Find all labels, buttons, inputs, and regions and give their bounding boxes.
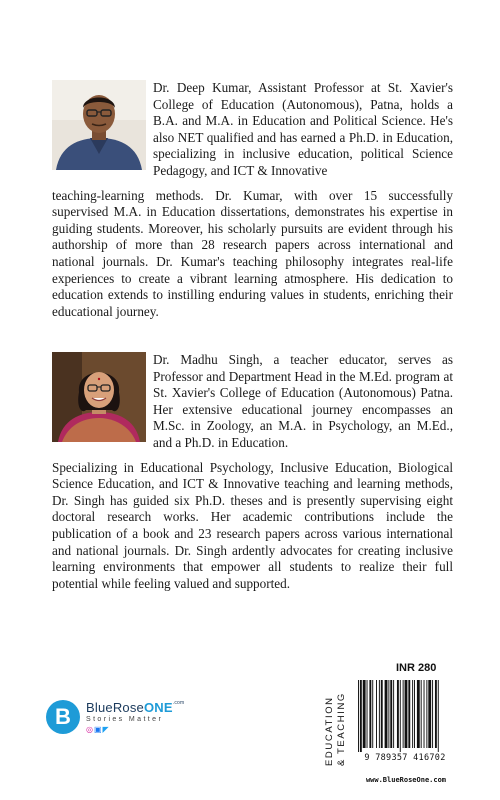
barcode-bar [400,680,401,752]
barcode-bar [424,680,425,748]
barcode-bar [379,680,380,748]
twitter-icon[interactable]: ◤ [102,725,110,734]
author2-photo [52,352,146,442]
barcode-bar [397,680,399,748]
barcode-bar [432,680,433,748]
barcode-bar [405,680,408,748]
publisher-tagline: Stories Matter [86,716,164,723]
barcode-bar [408,680,410,748]
book-price: INR 280 [396,662,437,674]
author1-photo [52,80,146,170]
barcode-bar [381,680,383,748]
author2-bio [52,352,453,592]
isbn-digits: 9 789357 416702 [364,753,446,763]
barcode-bar [417,680,420,748]
facebook-icon[interactable]: ▣ [93,725,103,734]
barcode-bar [393,680,394,748]
logo-mark [46,700,80,734]
publisher-logo[interactable] [46,700,184,734]
publisher-name-part2: ONE [143,700,173,715]
barcode-bar [367,680,368,748]
publisher-name-part1: BlueRose [86,700,144,715]
barcode-bar [385,680,388,748]
barcode-bar [435,680,437,748]
author1-bio-wrap: Dr. Deep Kumar, Assistant Professor at St. Xavier's College of Education (Autonomous), Patna, holds a B.A. and M.A. in Education and Political Science. He's also NET qualified and has earned a Ph.D. in Education, specializing in inclusive education, political Science Pedagogy, and ICT & Innovative [153,80,453,178]
author1-bio-rest: teaching-learning methods. Dr. Kumar, with over 15 successfully supervised M.A. in Education dissertations, demonstrates his expertise in guiding students. Moreover, his scholarly pursuits are evident through his authorship of more than 28 research papers across international and national journals. Dr. Kumar's teaching philosophy integrates real-life experiences to create a vibrant learning atmosphere. His dedication to education extends to instilling enduring values in students, enriching their educational journey. [52,187,453,319]
author2-bio-wrap: Dr. Madhu Singh, a teacher educator, serves as Professor and Department Head in the M.Ed. program at St. Xavier's College of Education (Autonomous) Patna. Her extensive educational journey encompasses an M.Sc. in Zoology, an M.A. in Psychology, an M.Ed., and a Ph.D. in Education. [153,352,453,450]
barcode-bar [360,680,362,752]
barcode-bar [421,680,422,748]
barcode-bar [403,680,404,748]
publisher-name-suffix: .com [172,700,185,706]
barcode-bar [390,680,392,748]
social-icons [86,725,184,734]
logo-letter: B [55,704,71,729]
barcode-bar [438,680,439,752]
logo-text [86,700,184,734]
barcode-bar [358,680,359,752]
book-category: EDUCATION & TEACHING [324,692,347,766]
barcode-bar [388,680,389,748]
isbn-barcode [354,678,456,768]
barcode-bar [414,680,415,748]
instagram-icon[interactable]: ◎ [86,725,94,734]
barcode-bar [363,680,366,748]
barcode-bar [412,680,413,748]
barcode-bar [426,680,427,748]
author1-bio [52,80,453,320]
barcode-bar [428,680,431,748]
publisher-website[interactable]: www.BlueRoseOne.com [365,776,447,784]
barcode-bars [354,678,456,752]
author2-bio-rest: Specializing in Educational Psychology, Inclusive Education, Biological Science Education, and ICT & Innovative teaching and learning methods, Dr. Singh has guided six Ph.D. theses and is presently supervising eight doctoral research works. Her academic contributions include the publication of a book and 23 research papers across various international and national journals. Dr. Singh ardently advocates for creating inclusive learning environments that empower all students to realize their full potential while feeling valued and supported. [52,459,453,591]
publisher-name [86,700,184,715]
barcode-bar [372,680,373,748]
barcode-bar [376,680,377,748]
barcode-bar [369,680,371,748]
